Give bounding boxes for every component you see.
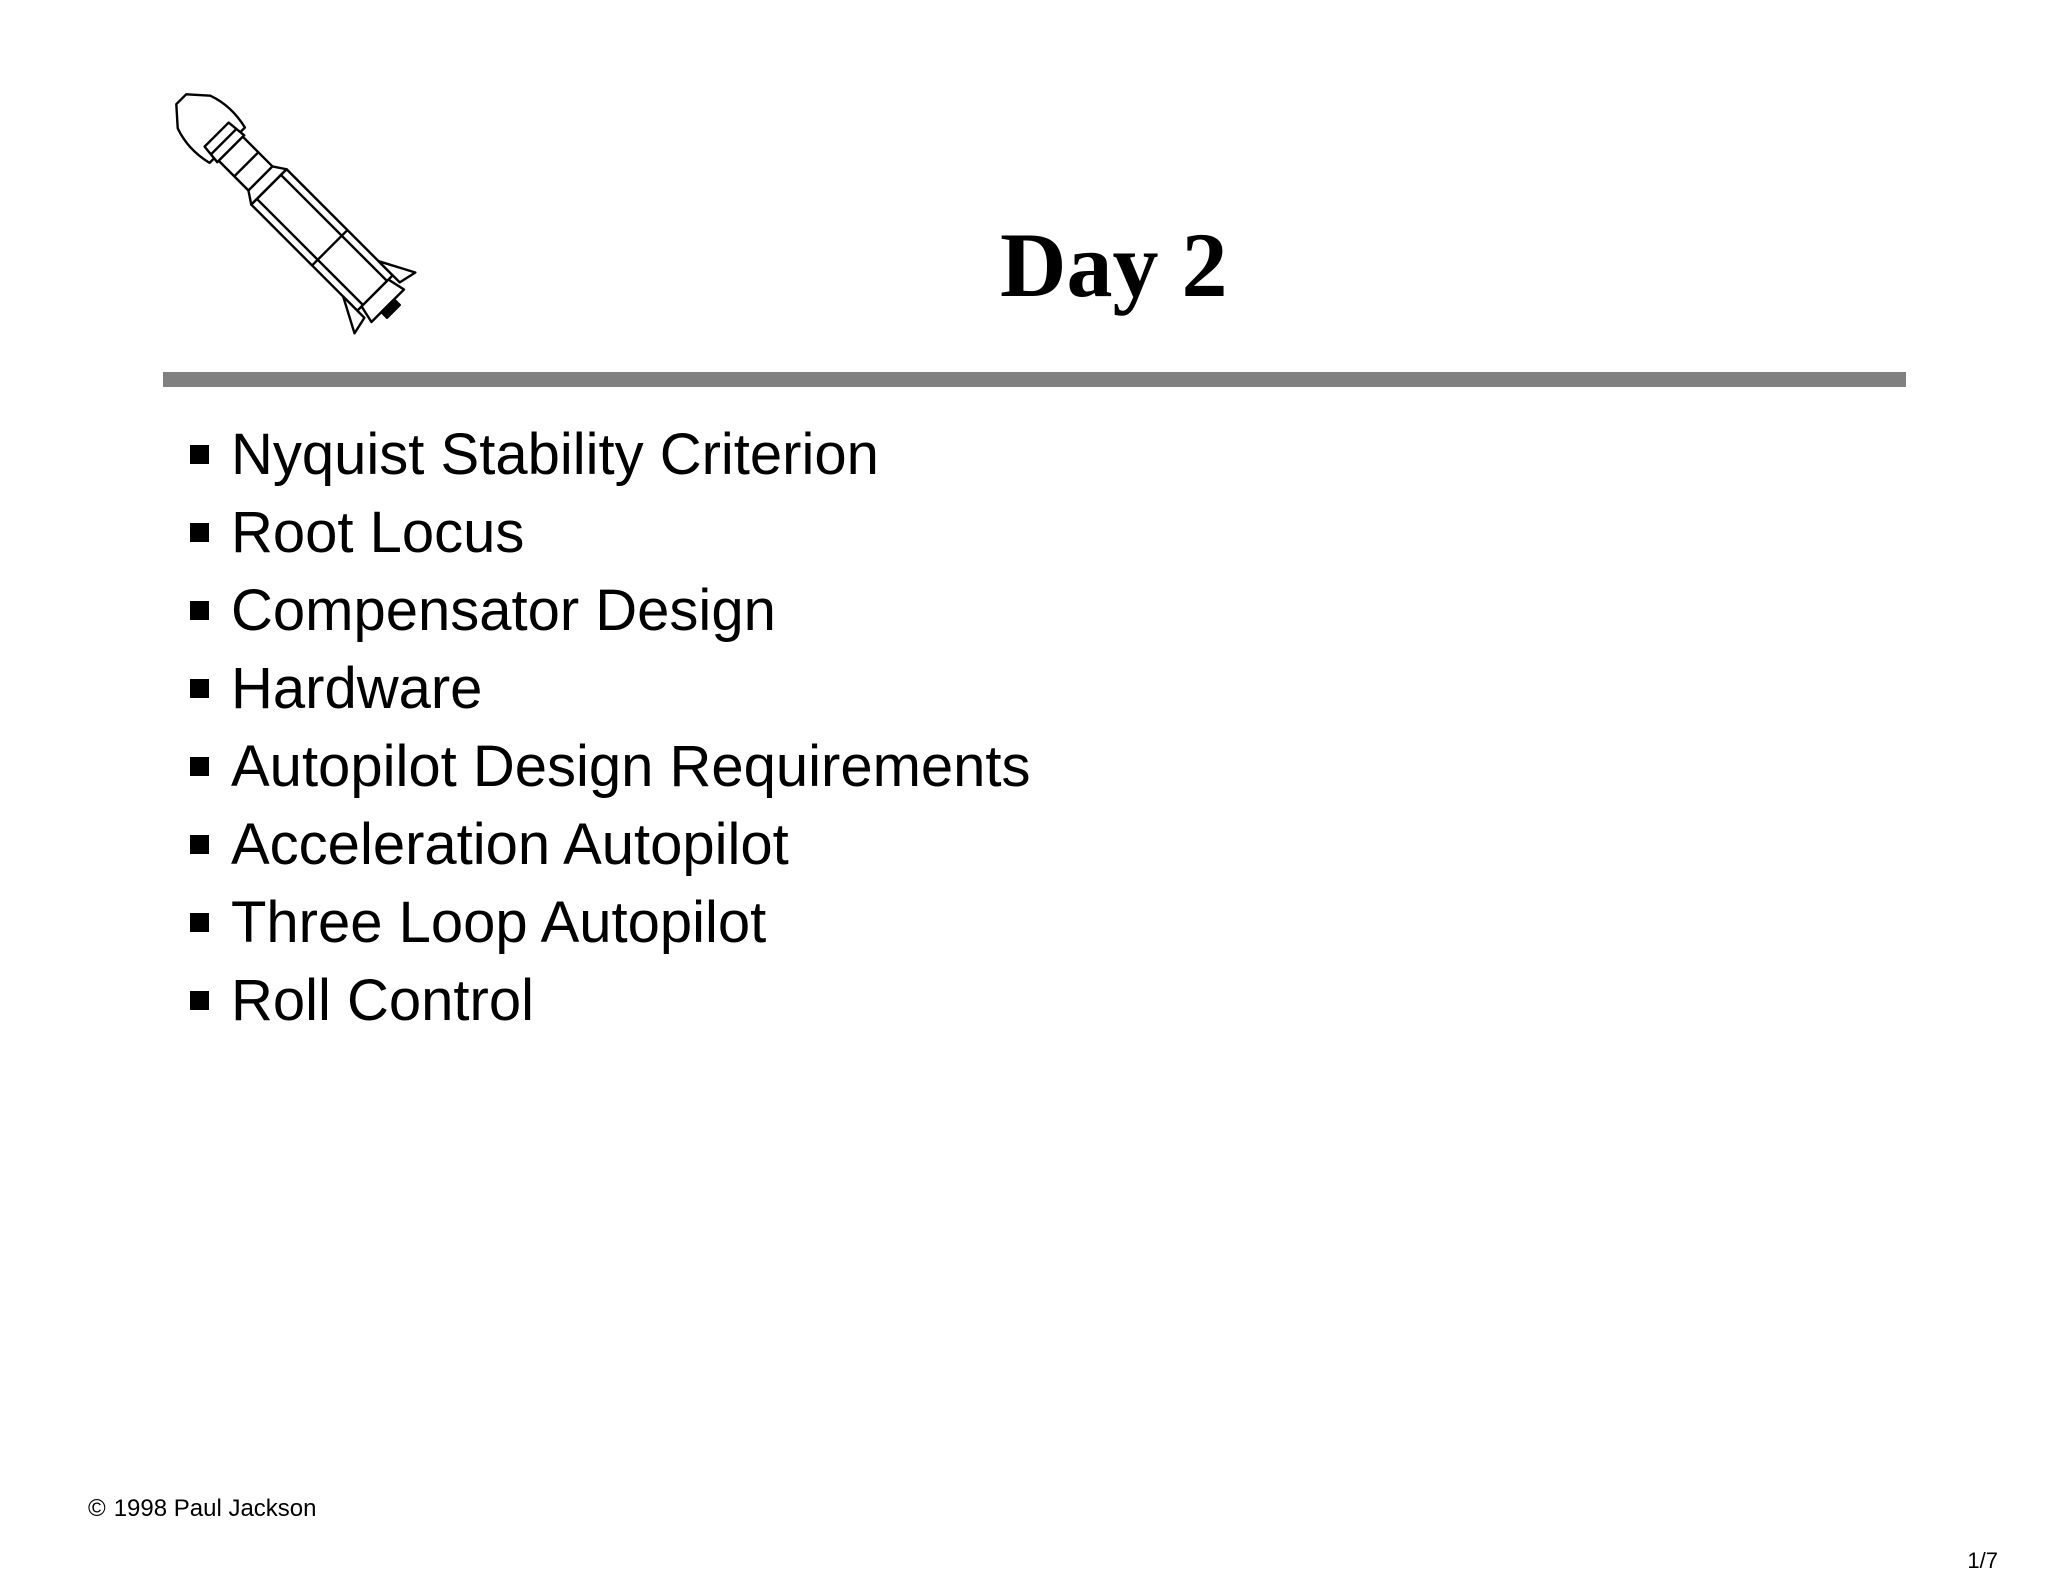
slide-title: Day 2 (1000, 214, 1228, 316)
list-item-label: Autopilot Design Requirements (231, 733, 1031, 799)
square-bullet-icon (190, 445, 209, 464)
list-item-label: Hardware (231, 655, 483, 721)
list-item-label: Acceleration Autopilot (231, 811, 789, 877)
square-bullet-icon (190, 523, 209, 542)
square-bullet-icon (190, 913, 209, 932)
list-item-label: Root Locus (231, 499, 525, 565)
list-item (190, 649, 1031, 727)
square-bullet-icon (190, 601, 209, 620)
list-item (190, 415, 1031, 493)
list-item-label: Nyquist Stability Criterion (231, 421, 879, 487)
square-bullet-icon (190, 991, 209, 1010)
copyright-text: 1998 Paul Jackson (113, 1495, 317, 1522)
list-item (190, 805, 1031, 883)
copyright-notice (88, 1494, 317, 1524)
list-item (190, 571, 1031, 649)
list-item-label: Compensator Design (231, 577, 776, 643)
list-item-label: Roll Control (231, 967, 534, 1033)
topic-list (190, 415, 1031, 1039)
copyright-icon: © (88, 1495, 106, 1522)
square-bullet-icon (190, 835, 209, 854)
title-divider (163, 372, 1906, 387)
list-item (190, 883, 1031, 961)
missile-icon (170, 88, 440, 358)
list-item (190, 493, 1031, 571)
square-bullet-icon (190, 679, 209, 698)
square-bullet-icon (190, 757, 209, 776)
page-number: 1/7 (1967, 1548, 1998, 1573)
list-item-label: Three Loop Autopilot (231, 889, 767, 955)
list-item (190, 961, 1031, 1039)
list-item (190, 727, 1031, 805)
